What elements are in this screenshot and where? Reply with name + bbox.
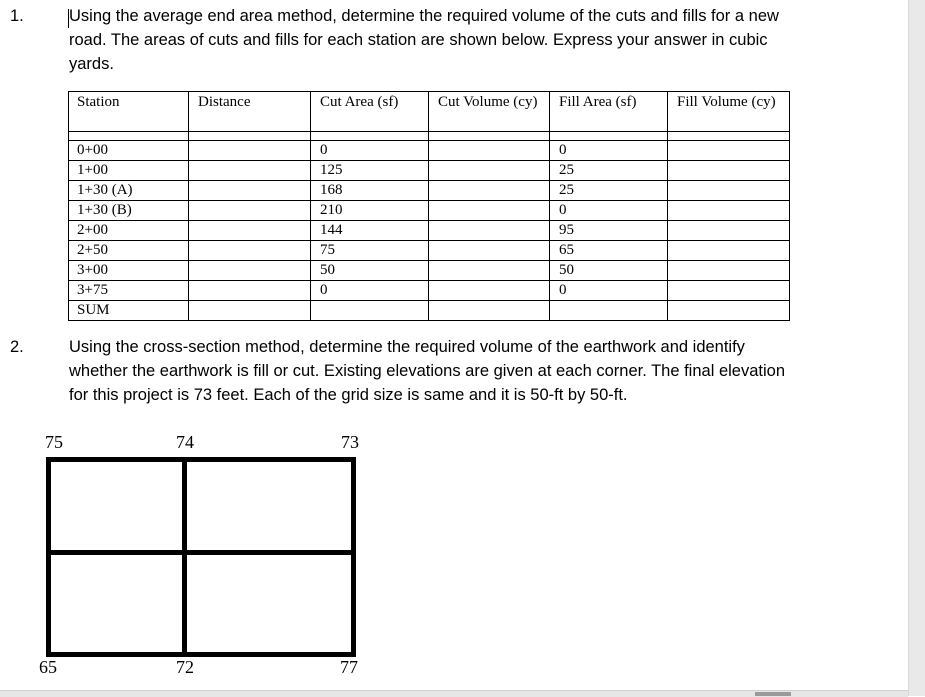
cell-station[interactable]: 0+00 <box>69 141 189 161</box>
elevation-bottom-left: 65 <box>39 657 57 677</box>
document-scroll-gutter[interactable] <box>908 0 925 696</box>
cell-distance[interactable] <box>189 221 311 241</box>
cell-station[interactable]: 1+30 (A) <box>69 181 189 201</box>
cell-distance[interactable] <box>189 161 311 181</box>
elevation-bottom-middle: 72 <box>176 657 194 677</box>
cell-cut-area[interactable]: 125 <box>311 161 429 181</box>
cell-cut-area[interactable]: 210 <box>311 201 429 221</box>
cell-fill-volume[interactable] <box>668 301 790 321</box>
cell-fill-area[interactable]: 25 <box>550 181 668 201</box>
cell-cut-volume[interactable] <box>429 281 550 301</box>
question-2-text[interactable]: Using the cross-section method, determine the required volume of the earthwork and identify whether the earthwork is fill or cut. Existing elevations are given at each corner. The final elevation for this project is 73 feet. Each of the grid size is same and it is 50-ft by 50-ft. <box>69 338 785 404</box>
question-1-number: 1. <box>10 7 24 25</box>
cell-fill-volume[interactable] <box>668 261 790 281</box>
table-row <box>69 261 790 281</box>
cell-cut-volume[interactable] <box>429 161 550 181</box>
header-distance: Distance <box>189 92 311 132</box>
grid-outline <box>46 457 356 657</box>
cell-fill-area[interactable] <box>550 301 668 321</box>
cell-fill-volume[interactable] <box>668 281 790 301</box>
cell-distance[interactable] <box>189 141 311 161</box>
cell-fill-volume[interactable] <box>668 201 790 221</box>
header-cut-volume: Cut Volume (cy) <box>429 92 550 132</box>
cell-cut-volume[interactable] <box>429 221 550 241</box>
cell-cut-area[interactable]: 168 <box>311 181 429 201</box>
cell-fill-volume[interactable] <box>668 141 790 161</box>
cell-distance[interactable] <box>189 201 311 221</box>
table-row <box>69 241 790 261</box>
cell-station[interactable]: 3+00 <box>69 261 189 281</box>
elevation-top-middle: 74 <box>176 432 194 452</box>
table-header-row <box>69 92 790 132</box>
header-fill-area: Fill Area (sf) <box>550 92 668 132</box>
elevation-top-left: 75 <box>45 432 63 452</box>
grid-horizontal-divider <box>46 550 356 555</box>
cell-fill-area[interactable]: 0 <box>550 281 668 301</box>
cell-station[interactable]: 2+50 <box>69 241 189 261</box>
table-row <box>69 201 790 221</box>
cell-distance[interactable] <box>189 301 311 321</box>
cell-cut-area[interactable]: 144 <box>311 221 429 241</box>
cell-fill-area[interactable]: 0 <box>550 201 668 221</box>
cell-station[interactable]: 1+30 (B) <box>69 201 189 221</box>
cell-cut-area[interactable]: 0 <box>311 281 429 301</box>
cell-fill-volume[interactable] <box>668 221 790 241</box>
cell-distance[interactable] <box>189 241 311 261</box>
cell-distance[interactable] <box>189 281 311 301</box>
cell-cut-volume[interactable] <box>429 201 550 221</box>
table-row <box>69 141 790 161</box>
cell-station[interactable]: 1+00 <box>69 161 189 181</box>
cell-fill-volume[interactable] <box>668 181 790 201</box>
cell-fill-area[interactable]: 95 <box>550 221 668 241</box>
cell-cut-volume[interactable] <box>429 241 550 261</box>
elevation-top-right: 73 <box>341 432 359 452</box>
cell-cut-volume[interactable] <box>429 141 550 161</box>
table-row <box>69 281 790 301</box>
cell-fill-area[interactable]: 0 <box>550 141 668 161</box>
cell-cut-area[interactable]: 75 <box>311 241 429 261</box>
cell-fill-volume[interactable] <box>668 241 790 261</box>
cell-distance[interactable] <box>189 181 311 201</box>
cell-cut-volume[interactable] <box>429 261 550 281</box>
cell-cut-volume[interactable] <box>429 301 550 321</box>
question-1-text[interactable]: Using the average end area method, determine the required volume of the cuts and fills for a new road. The areas of cuts and fills for each station are shown below. Express your answer in cubic yards. <box>69 7 779 73</box>
header-station: Station <box>69 92 189 132</box>
table-row <box>69 221 790 241</box>
header-cut-area: Cut Area (sf) <box>311 92 429 132</box>
horizontal-scroll-thumb[interactable] <box>755 692 791 696</box>
cell-fill-volume[interactable] <box>668 161 790 181</box>
table-row <box>69 161 790 181</box>
cell-cut-volume[interactable] <box>429 181 550 201</box>
question-2-number: 2. <box>10 338 24 356</box>
table-row <box>69 301 790 321</box>
cell-station[interactable]: 3+75 <box>69 281 189 301</box>
cell-fill-area[interactable]: 50 <box>550 261 668 281</box>
cell-station[interactable]: 2+00 <box>69 221 189 241</box>
grid-vertical-divider <box>182 457 187 657</box>
cell-cut-area[interactable]: 0 <box>311 141 429 161</box>
earthwork-table <box>68 91 790 321</box>
cell-distance[interactable] <box>189 261 311 281</box>
table-row <box>69 181 790 201</box>
elevation-bottom-right: 77 <box>340 657 358 677</box>
cell-cut-area[interactable]: 50 <box>311 261 429 281</box>
table-spacer-row <box>69 132 790 141</box>
cell-station[interactable]: SUM <box>69 301 189 321</box>
header-fill-volume: Fill Volume (cy) <box>668 92 790 132</box>
cell-fill-area[interactable]: 25 <box>550 161 668 181</box>
cell-fill-area[interactable]: 65 <box>550 241 668 261</box>
cell-cut-area[interactable] <box>311 301 429 321</box>
